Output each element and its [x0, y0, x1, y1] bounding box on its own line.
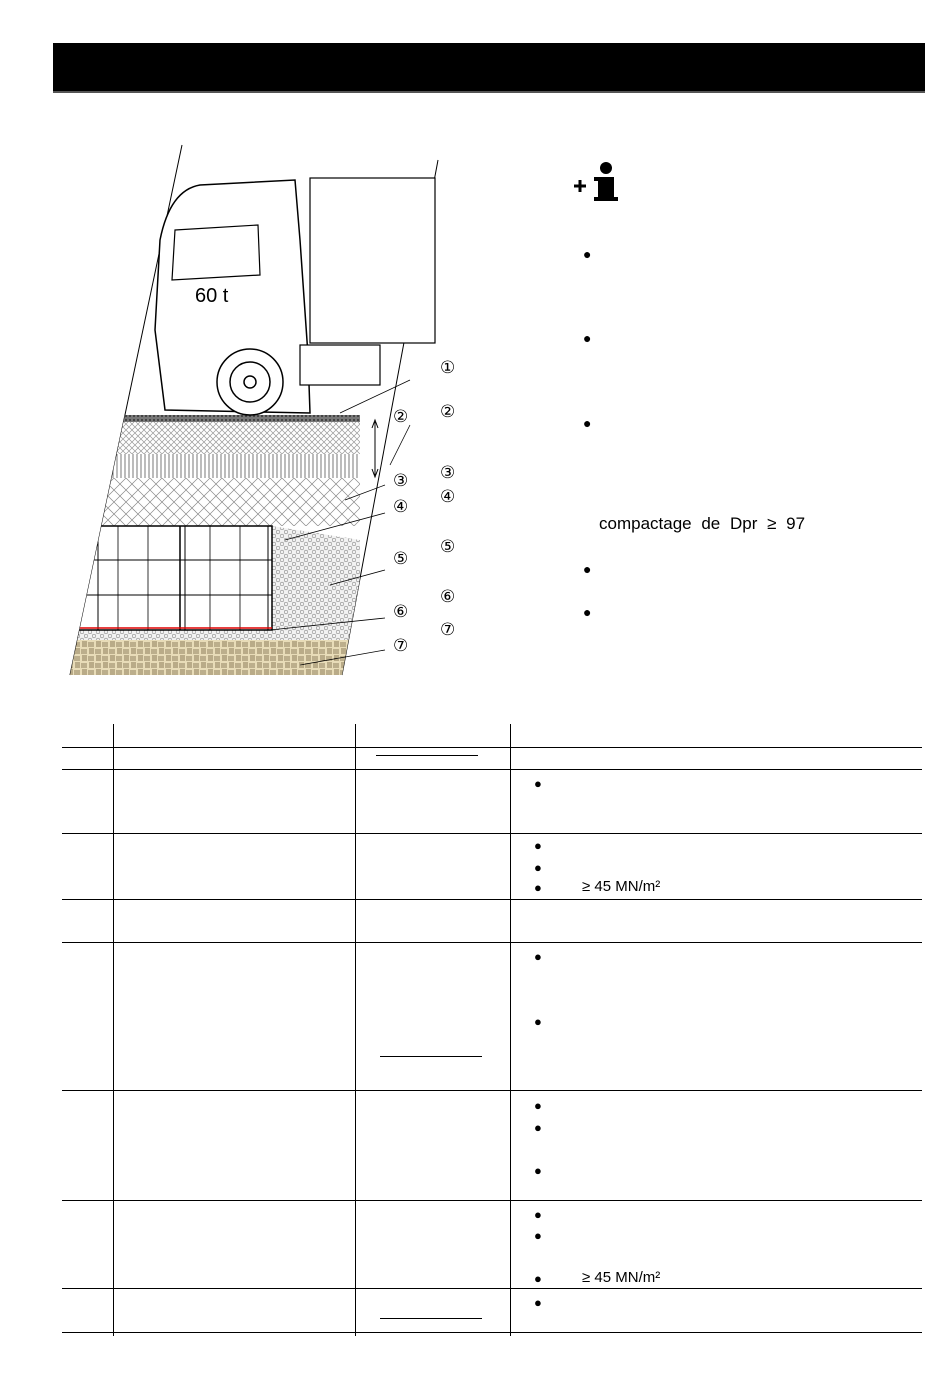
- table-bullet: ●: [534, 1014, 542, 1029]
- underline-mark: [376, 755, 478, 756]
- table-row-divider: [62, 1200, 922, 1201]
- table-bullet: ●: [534, 860, 542, 875]
- callout-2: ②: [440, 402, 456, 422]
- diagram-callout-5: ⑤: [393, 549, 409, 569]
- table-bullet: ●: [534, 1295, 542, 1310]
- column-divider: [510, 724, 511, 1336]
- underline-mark: [380, 1318, 482, 1319]
- table-bullet: ●: [534, 1120, 542, 1135]
- cross-section-svg: [60, 130, 500, 690]
- table-bullet: ●: [534, 880, 542, 895]
- truck-load-label: 60 t: [195, 285, 229, 307]
- underline-mark: [380, 1056, 482, 1057]
- note-bullet: ●: [583, 246, 592, 262]
- note-bullet: ●: [583, 604, 592, 620]
- diagram-callout-6: ⑥: [393, 602, 409, 622]
- table-row-divider: [62, 833, 922, 834]
- table-row-divider: [62, 942, 922, 943]
- diagram-callout-3: ③: [393, 471, 409, 491]
- cover-fill-layer: [60, 478, 360, 526]
- callout-5: ⑤: [440, 537, 456, 557]
- table-row-divider: [62, 1288, 922, 1289]
- table-modulus-value: ≥ 45 MN/m²: [582, 878, 661, 895]
- table-row-divider: [62, 769, 922, 770]
- note-bullet: ●: [583, 561, 592, 577]
- installation-cross-section-diagram: [60, 130, 500, 695]
- table-row-divider: [62, 747, 922, 748]
- table-bullet: ●: [534, 1228, 542, 1243]
- diagram-callout-7: ⑦: [393, 636, 409, 656]
- column-divider: [355, 724, 356, 1336]
- table-row-divider: [62, 899, 922, 900]
- column-divider: [113, 724, 114, 1336]
- gravel-bed: [60, 630, 360, 640]
- table-bullet: ●: [534, 949, 542, 964]
- callout-4: ④: [440, 487, 456, 507]
- specification-table: [62, 724, 922, 1336]
- header-bar: [53, 43, 925, 93]
- storage-modules: [72, 526, 272, 630]
- native-soil: [60, 640, 360, 680]
- asphalt-layer: [60, 415, 360, 422]
- table-bullet: ●: [534, 1207, 542, 1222]
- diagram-callout-2: ②: [393, 407, 409, 427]
- table-bullet: ●: [534, 1271, 542, 1286]
- diagram-callout-4: ④: [393, 497, 409, 517]
- callout-1: ①: [440, 358, 456, 378]
- callout-3: ③: [440, 463, 456, 483]
- side-backfill: [272, 526, 360, 630]
- base-layer: [60, 422, 360, 454]
- callout-7: ⑦: [440, 620, 456, 640]
- compaction-note: compactage de Dpr ≥ 97: [599, 514, 806, 533]
- table-bottom-border: [62, 1332, 922, 1333]
- table-bullet: ●: [534, 838, 542, 853]
- table-modulus-value: ≥ 45 MN/m²: [582, 1269, 661, 1286]
- note-bullet: ●: [583, 415, 592, 431]
- table-bullet: ●: [534, 1098, 542, 1113]
- person-info-icon: [570, 158, 630, 203]
- callout-6: ⑥: [440, 587, 456, 607]
- table-bullet: ●: [534, 776, 542, 791]
- table-row-divider: [62, 1090, 922, 1091]
- note-bullet: ●: [583, 330, 592, 346]
- table-bullet: ●: [534, 1163, 542, 1178]
- subbase-layer: [60, 454, 360, 478]
